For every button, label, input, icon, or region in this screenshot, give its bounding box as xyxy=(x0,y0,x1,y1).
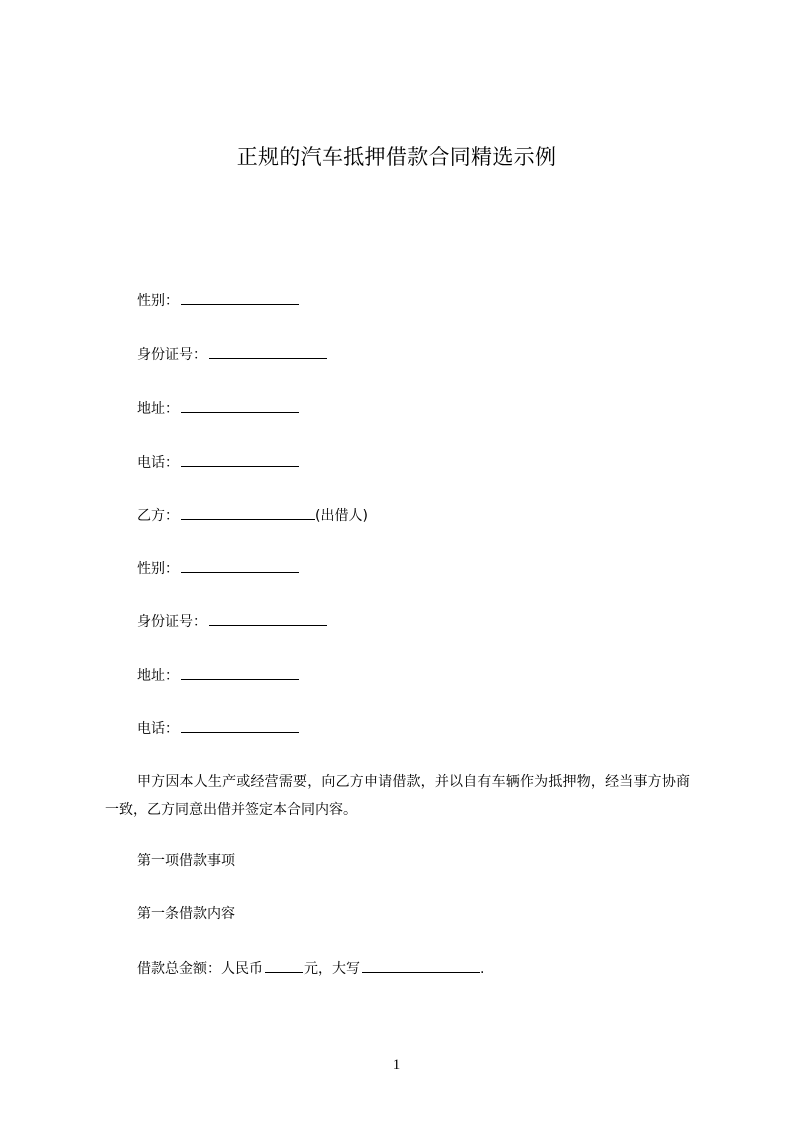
party-b-gender-line xyxy=(137,558,299,579)
party-a-phone-line xyxy=(137,452,299,473)
party-a-gender-line xyxy=(137,290,299,311)
party-b-id-line xyxy=(137,611,327,632)
amount-label: 借款总金额：人民币 xyxy=(137,961,263,977)
party-b-role: (出借人) xyxy=(315,508,368,524)
party-a-id-blank xyxy=(209,344,327,359)
party-a-gender-label: 性别： xyxy=(137,293,179,309)
party-b-address-line xyxy=(137,665,299,686)
party-b-line xyxy=(137,505,368,526)
amount-number-blank xyxy=(265,958,303,973)
party-b-id-blank xyxy=(209,611,327,626)
document-title: 正规的汽车抵押借款合同精选示例 xyxy=(236,145,557,169)
party-a-phone-label: 电话： xyxy=(137,455,179,471)
intro-paragraph: 甲方因本人生产或经营需要，向乙方申请借款，并以自有车辆作为抵押物，经当事方协商一致，乙方同意出借并签定本合同内容。 xyxy=(105,774,690,818)
clause-heading: 第一条借款内容 xyxy=(137,906,235,922)
section-heading: 第一项借款事项 xyxy=(137,853,235,869)
party-b-name-blank xyxy=(181,505,315,520)
party-b-gender-label: 性别： xyxy=(137,561,179,577)
party-a-address-line xyxy=(137,398,299,419)
amount-end: . xyxy=(480,961,485,977)
party-b-address-label: 地址： xyxy=(137,668,179,684)
party-b-address-blank xyxy=(181,665,299,680)
party-b-phone-label: 电话： xyxy=(137,721,179,737)
party-b-id-label: 身份证号： xyxy=(137,614,207,630)
amount-line xyxy=(137,958,484,979)
party-a-address-label: 地址： xyxy=(137,401,179,417)
amount-yuan-label: 元，大写 xyxy=(304,961,360,977)
page-number: 1 xyxy=(392,1057,401,1073)
party-b-label: 乙方： xyxy=(137,508,179,524)
party-a-gender-blank xyxy=(181,290,299,305)
party-b-phone-line xyxy=(137,718,299,739)
party-a-id-label: 身份证号： xyxy=(137,347,207,363)
party-a-phone-blank xyxy=(181,452,299,467)
amount-words-blank xyxy=(362,958,480,973)
party-b-phone-blank xyxy=(181,718,299,733)
party-a-address-blank xyxy=(181,398,299,413)
party-b-gender-blank xyxy=(181,558,299,573)
party-a-id-line xyxy=(137,344,327,365)
